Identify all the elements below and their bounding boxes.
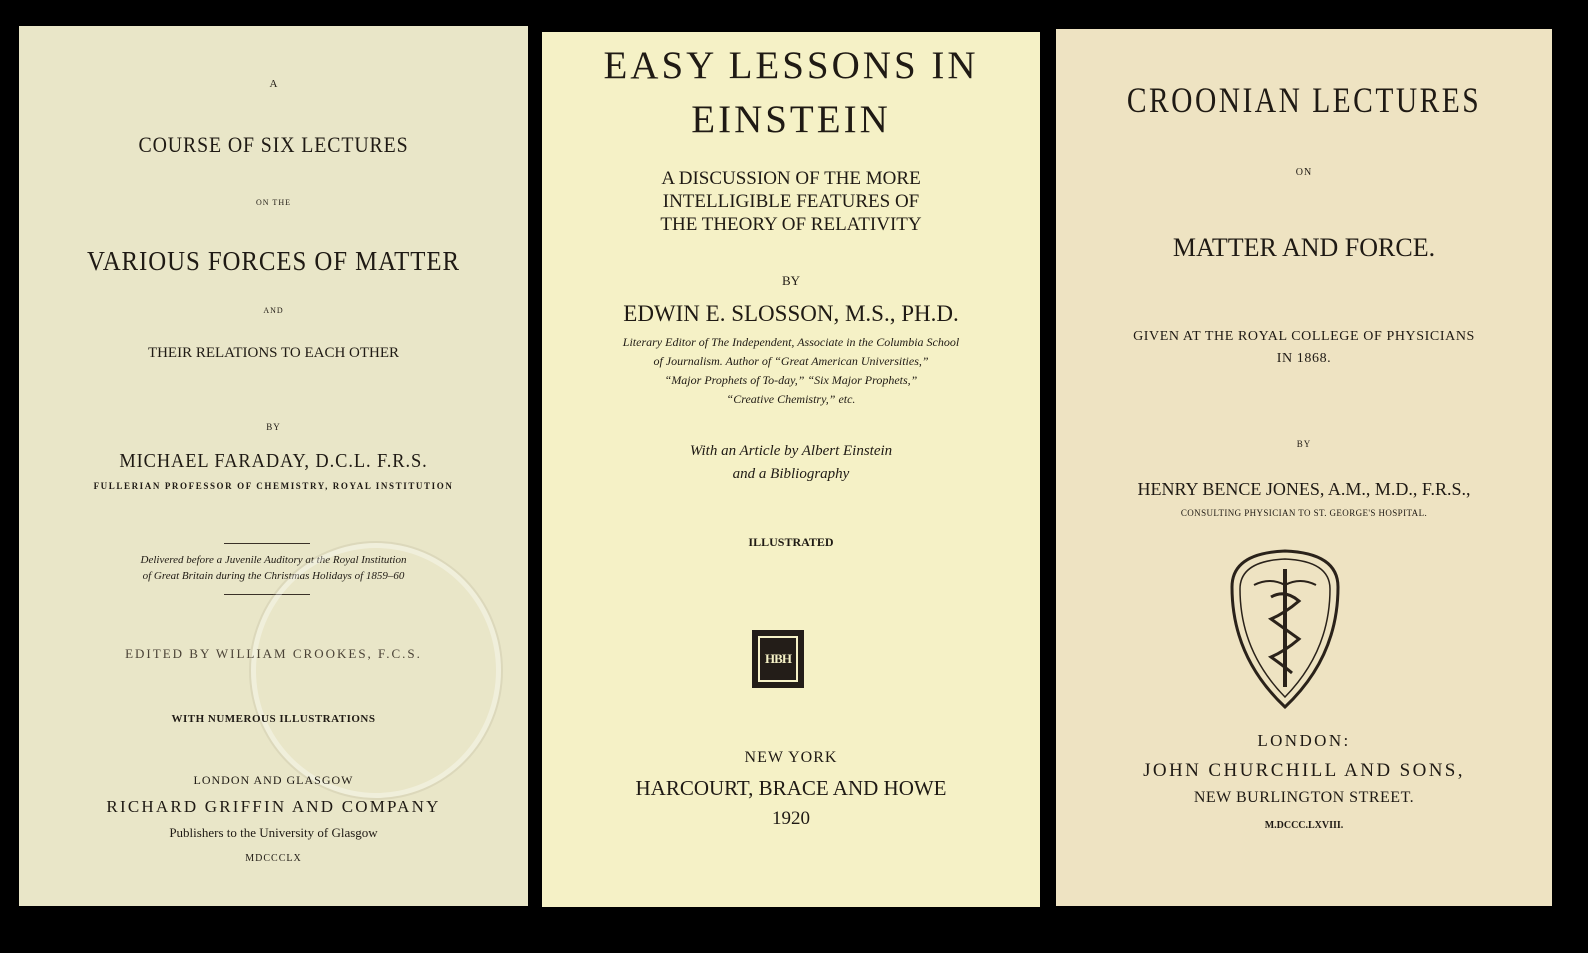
- subtitle-line-3: THE THEORY OF RELATIVITY: [660, 214, 922, 235]
- publisher: HARCOURT, BRACE AND HOWE: [635, 776, 947, 800]
- street: NEW BURLINGTON STREET.: [1193, 789, 1415, 806]
- article-line-1: With an Article by Albert Einstein: [689, 443, 893, 459]
- article-line-2: and a Bibliography: [732, 466, 850, 482]
- and-label: AND: [263, 306, 284, 315]
- article-a: A: [269, 78, 278, 90]
- on-the-label: ON THE: [256, 198, 291, 207]
- publisher: RICHARD GRIFFIN AND COMPANY: [106, 797, 441, 816]
- illustrations-note: WITH NUMEROUS ILLUSTRATIONS: [171, 713, 376, 725]
- by-label: BY: [266, 422, 281, 432]
- author-title: FULLERIAN PROFESSOR OF CHEMISTRY, ROYAL INSTITUTION: [93, 481, 454, 491]
- place: NEW YORK: [744, 749, 838, 766]
- author-name: HENRY BENCE JONES, A.M., M.D., F.R.S.,: [1137, 479, 1471, 499]
- place: LONDON AND GLASGOW: [193, 773, 354, 787]
- title-line-3: THEIR RELATIONS TO EACH OTHER: [147, 345, 400, 361]
- embossed-seal: [251, 543, 501, 798]
- title-line-1: EASY LESSONS IN: [603, 44, 979, 87]
- college-crest-icon: [1226, 547, 1344, 711]
- author-title: CONSULTING PHYSICIAN TO ST. GEORGE'S HOSPITAL.: [1180, 508, 1428, 518]
- year: 1920: [772, 808, 810, 829]
- bio-line-1: Literary Editor of The Independent, Associate in the Columbia School: [622, 335, 960, 349]
- divider: [224, 543, 310, 544]
- publisher: JOHN CHURCHILL AND SONS,: [1143, 760, 1465, 781]
- subtitle-line-1: A DISCUSSION OF THE MORE: [661, 168, 921, 189]
- title-line-2: MATTER AND FORCE.: [1172, 233, 1436, 262]
- logo-monogram: HBH: [758, 636, 798, 682]
- publisher-logo: [752, 630, 804, 688]
- author-name: MICHAEL FARADAY, D.C.L. F.R.S.: [119, 450, 428, 472]
- author-name: EDWIN E. SLOSSON, M.S., PH.D.: [623, 301, 959, 326]
- illustrated-label: ILLUSTRATED: [748, 535, 834, 549]
- subtitle-line-2: INTELLIGIBLE FEATURES OF: [662, 191, 920, 212]
- publisher-sub: Publishers to the University of Glasgow: [169, 825, 378, 840]
- by-label: BY: [1296, 439, 1312, 449]
- title-line-2: VARIOUS FORCES OF MATTER: [87, 246, 460, 276]
- delivered-line-1: Delivered before a Juvenile Auditory at the Royal Institution: [140, 554, 407, 566]
- by-label: BY: [781, 273, 801, 288]
- year: M.DCCC.LXVIII.: [1264, 820, 1344, 831]
- year: MDCCCLX: [245, 853, 302, 864]
- edited-by: EDITED BY WILLIAM CROOKES, F.C.S.: [125, 646, 422, 661]
- bio-line-4: “Creative Chemistry,” etc.: [726, 392, 856, 406]
- title-page-faraday: [19, 26, 528, 906]
- delivered-line-2: of Great Britain during the Christmas Holidays of 1859–60: [142, 570, 405, 582]
- bio-line-3: “Major Prophets of To-day,” “Six Major Prophets,”: [664, 373, 918, 387]
- place: LONDON:: [1257, 731, 1351, 750]
- bio-line-2: of Journalism. Author of “Great American Universities,”: [653, 354, 929, 368]
- title-page-bence-jones: [1056, 29, 1552, 906]
- title-line-2: EINSTEIN: [691, 98, 891, 141]
- title-line-1: CROONIAN LECTURES: [1126, 80, 1482, 120]
- on-label: ON: [1295, 167, 1313, 178]
- title-line-1: COURSE OF SIX LECTURES: [138, 132, 409, 157]
- given-line-1: GIVEN AT THE ROYAL COLLEGE OF PHYSICIANS: [1133, 329, 1475, 344]
- title-page-slosson: [542, 32, 1040, 907]
- given-line-2: IN 1868.: [1276, 351, 1332, 366]
